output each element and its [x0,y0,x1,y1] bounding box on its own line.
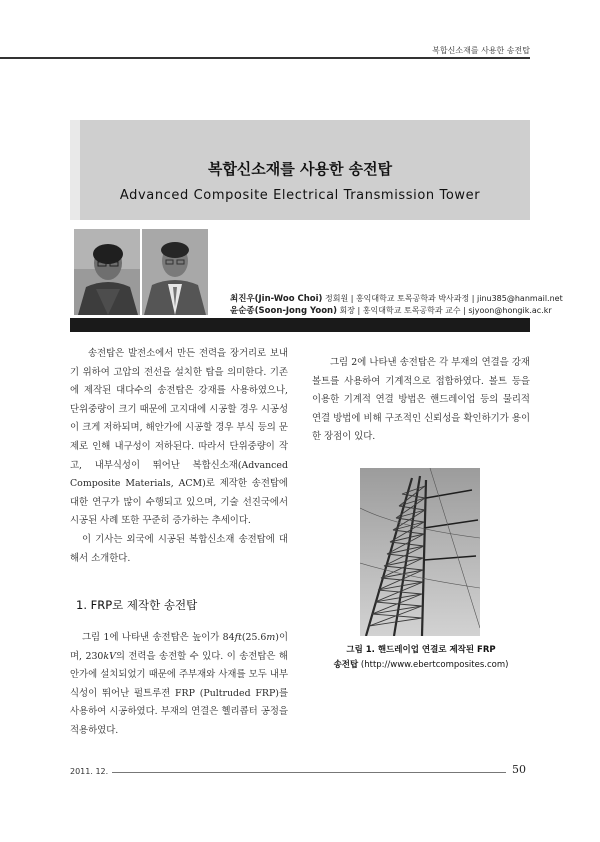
article-title-english: Advanced Composite Electrical Transmission Tower [119,188,481,203]
unit-italic: ft [234,632,242,643]
caption-label: 송전탑 [333,660,359,670]
body-paragraph: 그림 2에 나타낸 송전탑은 각 부재의 연결을 강재 볼트를 사용하여 기계적으로 접합하였다. 볼트 등을 이용한 기계적 연결 방법은 핸드레이업 등의 물리적 연결 방법에 비해 구조적인 신뢰성을 확인하기가 용이한 장점이 있다. [312,357,530,443]
article-title-korean: 복합신소재를 사용한 송전탑 [207,160,393,178]
header-rule [0,57,530,59]
author-line-2 [230,304,552,316]
page-number: 50 [512,763,526,776]
author-photo-2 [142,229,208,315]
figure-caption: 그림 1. 핸드레이업 연결로 제작된 FRP [346,645,496,655]
author-name: 최진우(Jin-Woo Choi) [230,294,323,304]
tower-photo [360,468,480,636]
figure-caption-continued [312,658,530,670]
text-run: 그림 1에 나타낸 송전탑은 높이가 84 [82,632,235,643]
footer-rule [112,772,506,773]
footer-date: 2011. 12. [70,767,109,776]
unit-italic: m [266,632,276,643]
body-paragraph: 송전탑은 발전소에서 만든 전력을 장거리로 보내기 위하여 고압의 전선을 설치한 탑을 의미한다. 기존에 제작된 대다수의 송전탑은 강재를 사용하였으나, 단위중량이 크기 때문에 고지대에 시공할 경우 시공성이 크게 저하되며, 해안가에 시공할 경우 부식 등의 문제로 인해 내구성이 저하된다. 따라서 단위중량이 작고, 내부식성이 뛰어난 복합신소재(Advanced Composite Materials, ACM)로 제작한 송전탑에 대한 연구가 많이 수행되고 있으며, 기술 선진국에서 시공된 사례 또한 꾸준히 증가하는 추세이다. [70,348,288,527]
text-run: )이며, 230 [70,632,288,662]
caption-source-url: (http://www.ebertcomposites.com) [360,660,509,670]
author-name: 윤순종(Soon-Jong Yoon) [230,306,337,316]
body-paragraph [70,629,288,741]
author-photo-1 [74,229,140,315]
title-band [70,318,530,332]
text-run: 의 전력을 송전할 수 있다. 이 송전탑은 해안가에 설치되었기 때문에 주부재와 사재를 모두 내부식성이 뛰어난 펄트루젼 FRP (Pultruded FRP)를 사용하여 시공하였다. 부재의 연결은 헬리콥터 공정을 적용하였다. [70,650,288,736]
author-affiliation: 정회원 | 홍익대학교 토목공학과 박사과정 | jinu385@hanmail.net [324,294,563,303]
section-heading: 1. FRP로 제작한 송전탑 [76,598,198,612]
text-run: (25.6 [241,632,267,643]
body-paragraph: 이 기사는 외국에 시공된 복합신소재 송전탑에 대해서 소개한다. [70,534,288,564]
unit-italic: kV [103,650,116,662]
running-header: 복합신소재를 사용한 송전탑 [432,46,530,55]
author-line-1 [230,292,563,304]
author-affiliation: 회장 | 홍익대학교 토목공학과 교수 | sjyoon@hongik.ac.kr [339,306,552,315]
